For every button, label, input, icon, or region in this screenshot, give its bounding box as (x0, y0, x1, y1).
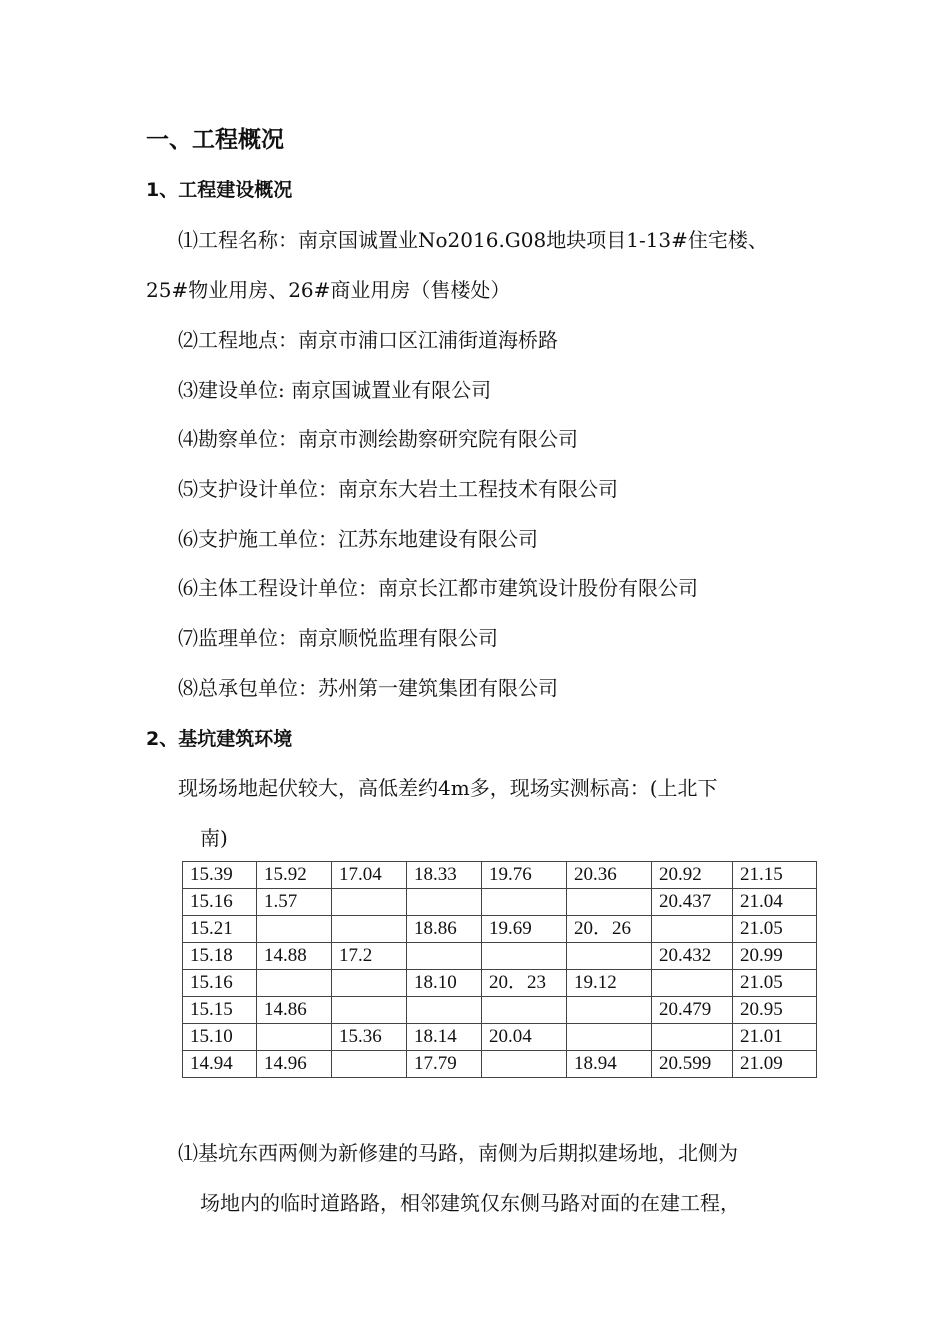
table-cell: 19.76 (482, 862, 567, 889)
table-cell: 20.479 (652, 997, 733, 1024)
table-cell: 15.92 (257, 862, 332, 889)
table-cell: 20．23 (482, 970, 567, 997)
table-row (183, 997, 817, 1024)
table-row (183, 862, 817, 889)
table-cell: 20.99 (733, 943, 817, 970)
table-cell: 18.86 (407, 916, 482, 943)
support-construction-unit: ⑹支护施工单位：江苏东地建设有限公司 (178, 527, 538, 551)
table-cell (332, 1051, 407, 1078)
table-cell: 18.10 (407, 970, 482, 997)
table-row (183, 943, 817, 970)
environment-note-line1: ⑴基坑东西两侧为新修建的马路，南侧为后期拟建场地，北侧为 (178, 1141, 738, 1165)
table-cell (482, 1051, 567, 1078)
environment-intro-line2: 南) (200, 826, 228, 850)
table-cell: 1.57 (257, 889, 332, 916)
table-cell: 15.10 (183, 1024, 257, 1051)
table-cell (407, 997, 482, 1024)
table-cell: 21.09 (733, 1051, 817, 1078)
table-cell: 15.18 (183, 943, 257, 970)
table-cell: 20.36 (567, 862, 652, 889)
table-cell (652, 1024, 733, 1051)
environment-intro-line1: 现场场地起伏较大，高低差约4m多，现场实测标高：(上北下 (178, 776, 718, 800)
table-cell: 20.95 (733, 997, 817, 1024)
table-cell: 21.05 (733, 916, 817, 943)
table-cell: 21.04 (733, 889, 817, 916)
table-cell: 19.12 (567, 970, 652, 997)
table-cell: 17.2 (332, 943, 407, 970)
table-row (183, 1051, 817, 1078)
table-cell: 14.86 (257, 997, 332, 1024)
table-cell: 15.15 (183, 997, 257, 1024)
table-cell (407, 943, 482, 970)
table-cell: 18.14 (407, 1024, 482, 1051)
table-cell: 15.16 (183, 889, 257, 916)
table-cell (567, 1024, 652, 1051)
table-cell: 18.94 (567, 1051, 652, 1078)
table-cell (567, 889, 652, 916)
table-cell (332, 970, 407, 997)
table-cell (257, 916, 332, 943)
project-name-line1: ⑴工程名称：南京国诚置业No2016.G08地块项目1-13#住宅楼、 (178, 228, 768, 252)
table-row (183, 916, 817, 943)
table-cell (332, 997, 407, 1024)
table-cell: 15.39 (183, 862, 257, 889)
table-cell: 20.599 (652, 1051, 733, 1078)
table-cell: 14.96 (257, 1051, 332, 1078)
table-cell (332, 889, 407, 916)
table-cell (567, 943, 652, 970)
table-row (183, 889, 817, 916)
environment-note-line2: 场地内的临时道路路，相邻建筑仅东侧马路对面的在建工程， (200, 1191, 740, 1215)
table-cell: 17.04 (332, 862, 407, 889)
page-heading: 一、工程概况 (146, 127, 284, 153)
table-cell (407, 889, 482, 916)
table-cell: 20.437 (652, 889, 733, 916)
client-unit: ⑶建设单位: 南京国诚置业有限公司 (178, 378, 492, 402)
table-cell (482, 889, 567, 916)
table-cell: 19.69 (482, 916, 567, 943)
table-cell: 20.04 (482, 1024, 567, 1051)
table-cell (257, 1024, 332, 1051)
table-cell: 20．26 (567, 916, 652, 943)
table-row (183, 1024, 817, 1051)
table-cell (567, 997, 652, 1024)
table-cell: 20.432 (652, 943, 733, 970)
supervision-unit: ⑺监理单位：南京顺悦监理有限公司 (178, 626, 498, 650)
table-cell: 21.01 (733, 1024, 817, 1051)
table-cell (652, 916, 733, 943)
elevation-table (182, 861, 817, 1078)
table-cell: 15.36 (332, 1024, 407, 1051)
table-cell: 20.92 (652, 862, 733, 889)
table-cell: 21.05 (733, 970, 817, 997)
table-cell (652, 970, 733, 997)
project-location: ⑵工程地点：南京市浦口区江浦街道海桥路 (178, 328, 558, 352)
table-cell (332, 916, 407, 943)
table-cell (257, 970, 332, 997)
table-cell: 21.15 (733, 862, 817, 889)
table-cell: 14.88 (257, 943, 332, 970)
table-cell: 14.94 (183, 1051, 257, 1078)
survey-unit: ⑷勘察单位：南京市测绘勘察研究院有限公司 (178, 427, 578, 451)
table-cell: 15.16 (183, 970, 257, 997)
table-cell: 17.79 (407, 1051, 482, 1078)
project-name-line2: 25#物业用房、26#商业用房（售楼处） (146, 278, 511, 302)
table-cell: 18.33 (407, 862, 482, 889)
table-cell: 15.21 (183, 916, 257, 943)
support-design-unit: ⑸支护设计单位：南京东大岩土工程技术有限公司 (178, 477, 618, 501)
general-contractor: ⑻总承包单位：苏州第一建筑集团有限公司 (178, 676, 558, 700)
table-row (183, 970, 817, 997)
table-cell (482, 943, 567, 970)
table-cell (482, 997, 567, 1024)
section-title-environment: 2、基坑建筑环境 (146, 728, 293, 750)
main-design-unit: ⑹主体工程设计单位：南京长江都市建筑设计股份有限公司 (178, 576, 698, 600)
section-title-overview: 1、工程建设概况 (146, 179, 293, 201)
